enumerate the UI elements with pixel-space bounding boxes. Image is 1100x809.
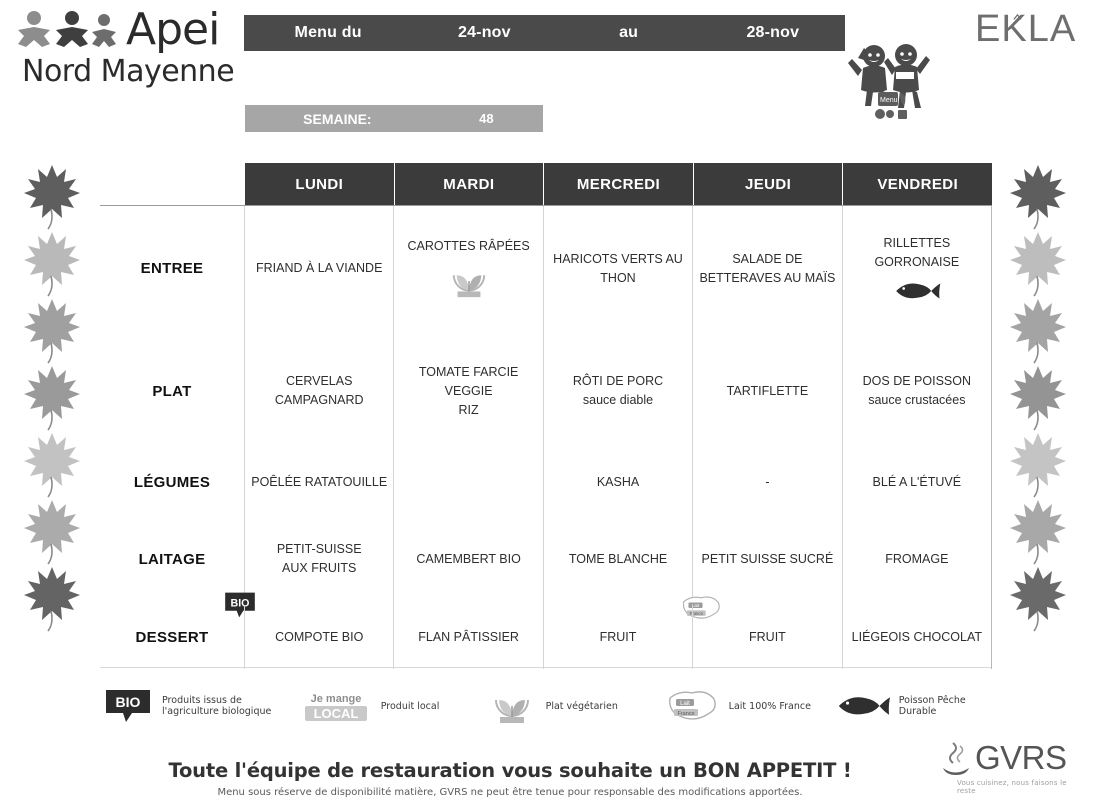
gvrs-steam-icon [939,741,973,777]
cell-text: THON [600,270,636,285]
cell-text: - [765,474,770,489]
legend-item-local [297,686,484,726]
cell-text: POÊLÉE RATATOUILLE [251,474,388,489]
cell-text: PETIT SUISSE SUCRÉ [701,551,834,566]
cell-laitage-jeudi [689,513,842,617]
svg-text:BIO: BIO [230,597,250,610]
svg-text:France: France [677,711,695,717]
cell-text: sauce diable [582,393,654,407]
cell-laitage-vendredi [843,513,992,605]
page-header [0,0,1100,150]
cell-laitage-mercredi [544,513,693,605]
cell-text: RÔTI DE PORC [572,374,664,388]
cell-text: LIÉGEOIS CHOCOLAT [851,629,982,644]
cell-text: CAMEMBERT BIO [416,551,521,566]
week-number: 48 [479,111,494,126]
cell-plat-mardi [394,331,543,451]
cell-text: BETTERAVES AU MAÏS [699,270,836,285]
apei-wordmark: Apei [126,4,220,55]
cell-entree-mercredi [544,206,693,331]
cell-text: BLÉ A L'ÉTUVÉ [872,474,962,489]
cell-text: DOS DE POISSON [862,374,971,388]
fish-icon [892,278,942,304]
cell-dessert-mardi [394,605,543,669]
menu-date-bar [244,15,845,51]
day-header-jeudi: JEUDI [694,163,844,205]
cell-text: COMPOTE BIO [275,629,364,644]
cell-text: sauce crustacées [868,393,966,407]
menu-du-label: Menu du [294,24,362,41]
svg-text:Je mange: Je mange [310,693,362,705]
cell-dessert-lundi [245,605,394,669]
row-label-dessert: DESSERT [100,605,245,669]
cell-plat-mercredi [544,331,693,451]
maple-leaf-column-icon [1000,155,1086,655]
day-header-mardi: MARDI [395,163,545,205]
cell-text: RILLETTES [883,235,951,250]
cell-text: TARTIFLETTE [726,383,809,398]
cell-text: CERVELAS [285,374,353,388]
ekla-logo: EKLA [975,8,1077,50]
legend [100,682,1000,730]
table-row [100,605,992,669]
cell-text: TOME BLANCHE [568,551,668,566]
cell-text: SALADE DE [732,251,803,266]
cell-text: HARICOTS VERTS AU [553,251,683,266]
cell-text: FRUIT [599,629,637,644]
cell-text: KASHA [596,474,640,489]
page-footer [0,739,1100,809]
cell-plat-lundi [245,331,394,451]
leaf-decoration-left [8,155,94,655]
cell-entree-lundi [245,206,394,331]
legend-item-lait-france [661,686,833,726]
svg-text:Lait: Lait [679,701,690,707]
row-label-plat: PLAT [100,331,245,451]
day-header-lundi: LUNDI [245,163,395,205]
cell-text: CAROTTES RÂPÉES [407,239,530,253]
ekla-accent-icon [1013,14,1022,23]
cell-laitage-lundi [230,513,394,610]
legend-item-vegetarian [484,686,661,726]
fish-icon [833,686,893,726]
cell-text: PETIT-SUISSE [276,542,362,556]
cell-legumes-jeudi [693,451,842,513]
cell-entree-vendredi [843,206,992,331]
row-label-legumes: LÉGUMES [100,451,245,513]
cell-text: TOMATE FARCIE [418,364,519,379]
table-row [100,451,992,513]
menu-date-to: 28-nov [746,24,800,41]
cell-text: FRIAND À LA VIANDE [255,261,383,275]
svg-text:LOCAL: LOCAL [313,706,359,721]
kids-illustration [840,26,940,126]
menu-date-from: 24-nov [457,24,511,41]
cell-text: GORRONAISE [874,254,960,269]
apei-region: Nord Mayenne [22,54,235,89]
apei-logo [14,4,254,89]
leaf-decoration-right [1000,155,1086,655]
bio-badge-icon [100,686,156,726]
legend-text-fish: Poisson Pêche Durable [898,695,966,717]
menu-grid [100,205,992,668]
cell-legumes-mercredi [544,451,693,513]
footer-disclaimer: Menu sous réserve de disponibilité matière, GVRS ne peut être tenue pour responsable des modifications apportées. [217,787,803,798]
legend-text-bio: Produits issus de l'agriculture biologique [162,695,272,717]
cell-text: RIZ [458,402,479,417]
cell-text: AUX FRUITS [282,561,357,575]
cell-text: FROMAGE [885,551,949,566]
legend-item-bio [100,686,297,726]
cell-dessert-mercredi [544,605,693,669]
apei-people-icon [14,10,122,56]
cell-plat-jeudi [693,331,842,451]
maple-leaf-column-icon [8,155,94,655]
vegetarian-icon [450,262,488,300]
vegetarian-icon [484,686,540,726]
cell-dessert-jeudi [693,605,842,669]
kids-menu-caption: Menu [880,97,898,104]
table-row [100,331,992,451]
cell-text: FLAN PÂTISSIER [418,629,519,644]
week-bar [245,105,543,132]
day-header-row [245,163,992,205]
local-badge-icon [297,686,375,726]
legend-item-fish [833,686,1000,726]
cell-text: VEGGIE [444,383,493,398]
table-row [100,513,992,617]
cell-dessert-vendredi [843,605,992,669]
menu-table [100,163,992,668]
svg-text:Lait: Lait [691,603,700,609]
lait-france-icon [661,686,723,726]
gvrs-tagline: Vous cuisinez, nous faisons le reste [957,779,1067,795]
cell-legumes-mardi [394,451,543,513]
cell-entree-mardi [394,206,543,331]
gvrs-logo [935,737,1085,799]
cell-entree-jeudi [693,206,842,331]
legend-text-local: Produit local [380,700,440,712]
cell-legumes-lundi [245,451,394,513]
gvrs-wordmark: GVRS [975,739,1067,776]
day-header-mercredi: MERCREDI [544,163,694,205]
row-label-entree: ENTREE [100,206,245,331]
day-header-vendredi: VENDREDI [843,163,992,205]
cell-legumes-vendredi [843,451,992,513]
cell-laitage-mardi [394,513,543,605]
bio-badge-text: BIO [115,694,141,710]
week-label: SEMAINE: [303,110,372,127]
svg-text:France: France [689,611,704,617]
legend-text-lait-france: Lait 100% France [728,700,811,712]
cell-plat-vendredi [843,331,992,451]
table-row [100,206,992,331]
cell-text: CAMPAGNARD [274,393,364,407]
legend-text-vegetarian: Plat végétarien [545,700,618,712]
row-label-laitage: LAITAGE [100,513,245,605]
menu-date-connector: au [619,24,639,41]
footer-title: Toute l'équipe de restauration vous souhaite un BON APPETIT ! [168,759,852,782]
cell-text: FRUIT [749,629,786,644]
